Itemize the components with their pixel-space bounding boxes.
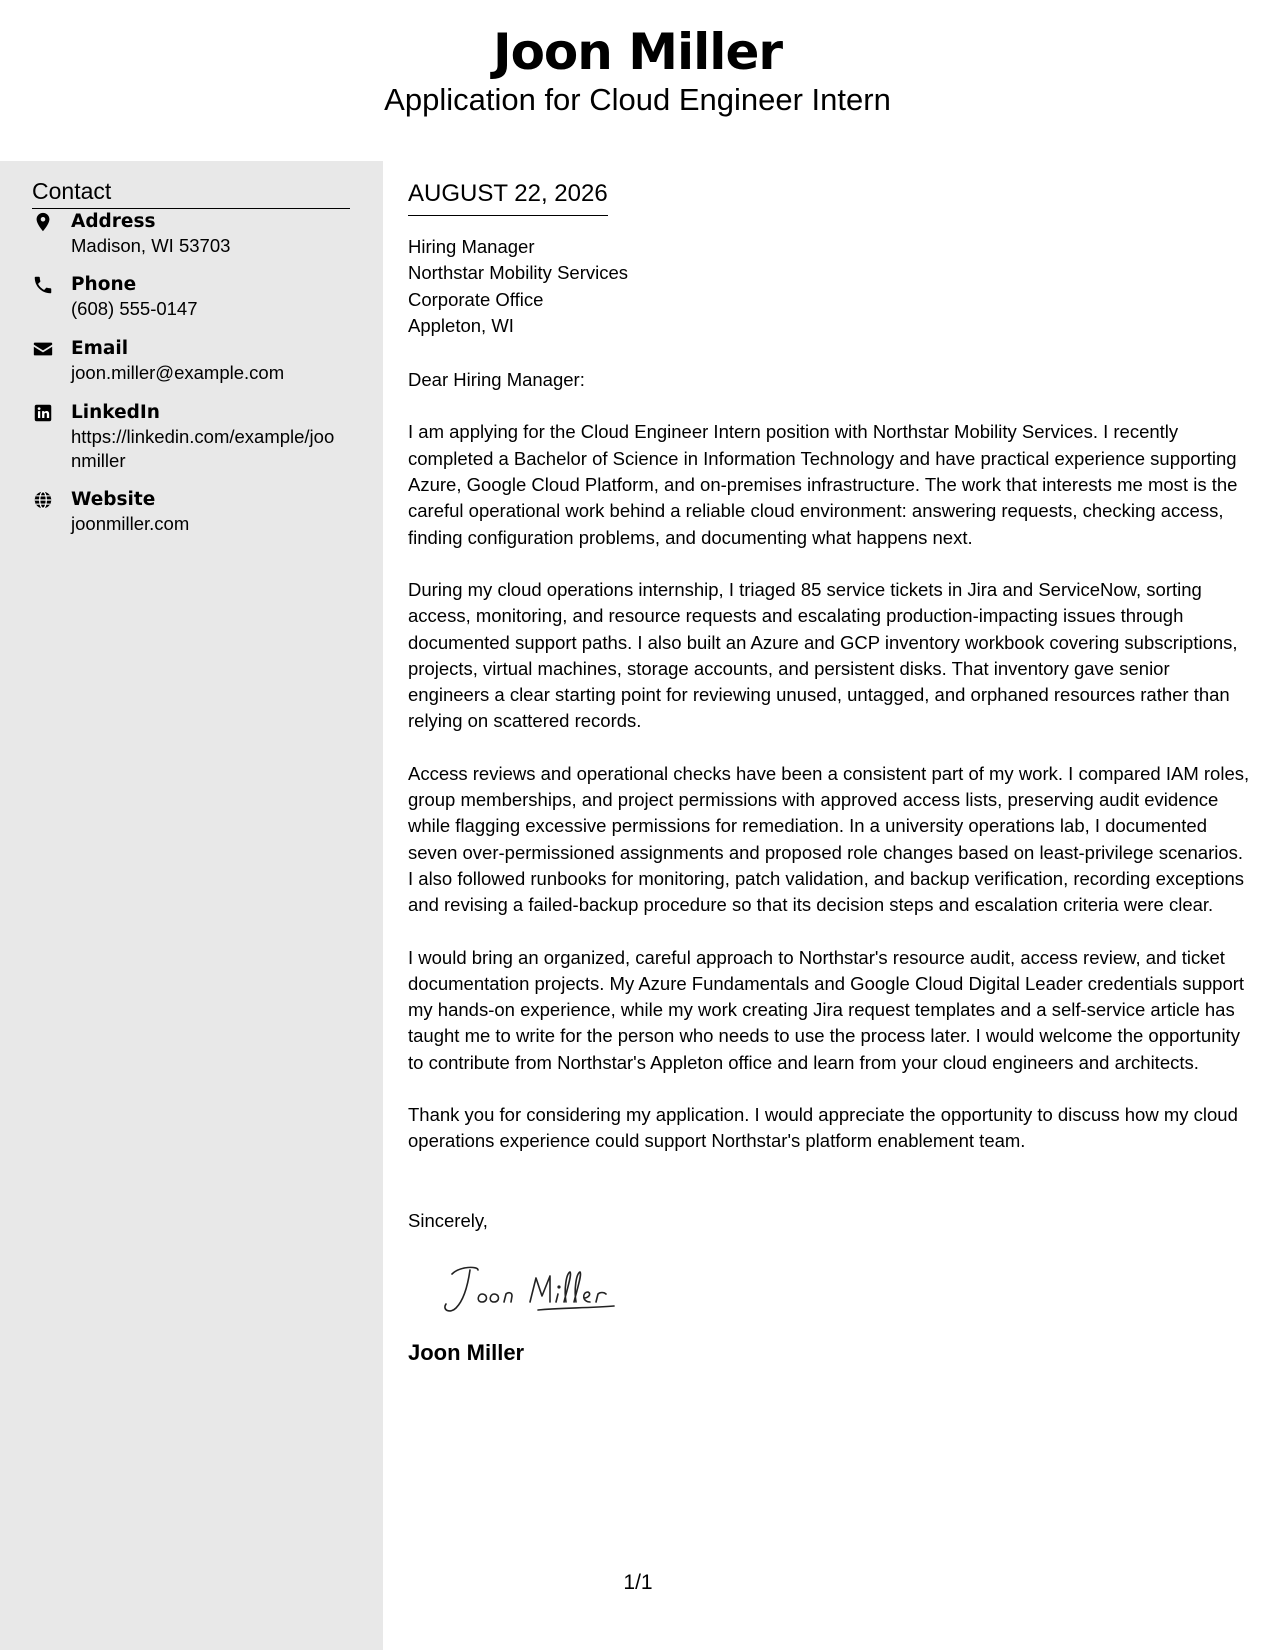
globe-icon — [32, 489, 54, 511]
body-paragraph: During my cloud operations internship, I triaged 85 service tickets in Jira and ServiceNow, sorting access, monitoring, and resource requests and escalating production-impacting issues through documented support paths. I also built an Azure and GCP inventory workbook covering subscriptions, projects, virtual machines, storage accounts, and persistent disks. That inventory gave senior engineers a clear starting point for reviewing unused, untagged, and orphaned resources rather than relying on scattered records. — [408, 578, 1238, 732]
contact-label: Email — [71, 338, 129, 359]
envelope-icon — [32, 338, 54, 360]
body-paragraph: I am applying for the Cloud Engineer Intern position with Northstar Mobility Services. I recently completed a Bachelor of Science in Information Technology and have practical experience supporting Azure, Google Cloud Platform, and on-premises infrastructure. The work that interests me most is the careful operational work behind a reliable cloud environment: answering requests, checking access, finding configuration problems, and documenting what happens next. — [408, 421, 1238, 548]
contact-value: joon.miller@example.com — [71, 362, 285, 383]
page-number: 1/1 — [623, 1571, 653, 1594]
handwritten-signature — [438, 1256, 638, 1326]
contact-value: joonmiller.com — [71, 513, 190, 534]
contact-heading: Contact — [32, 176, 350, 209]
contact-label: Website — [71, 489, 156, 510]
applicant-name: Joon Miller — [492, 23, 783, 81]
application-title: Application for Cloud Engineer Intern — [384, 82, 891, 117]
contact-value: (608) 555-0147 — [71, 298, 198, 319]
contact-value: Madison, WI 53703 — [71, 235, 231, 256]
location-pin-icon — [32, 211, 54, 233]
letter-date: AUGUST 22, 2026 — [408, 179, 608, 216]
contact-label: Phone — [71, 274, 137, 295]
phone-icon — [32, 274, 54, 296]
salutation: Dear Hiring Manager: — [408, 369, 585, 391]
body-paragraph: I would bring an organized, careful approach to Northstar's resource audit, access review, and ticket documentation projects. My Azure Fundamentals and Google Cloud Digital Leader credentials support my hands-on experience, while my work creating Jira request templates and a self-service article has taught me to write for the person who needs to use the process later. I would welcome the opportunity to contribute from Northstar's Appleton office and learn from your cloud engineers and architects. — [408, 946, 1245, 1073]
letter-body — [408, 176, 1253, 1368]
recipient-line: Corporate Office — [408, 288, 544, 310]
contact-value: https://linkedin.com/example/joonmiller — [71, 426, 335, 471]
body-paragraph: Thank you for considering my application. I would appreciate the opportunity to discuss how my cloud operations experience could support Northstar's platform enablement team. — [408, 1104, 1238, 1152]
recipient-line: Appleton, WI — [408, 314, 514, 336]
recipient-line: Hiring Manager — [408, 236, 535, 257]
signer-name: Joon Miller — [408, 1339, 525, 1365]
body-paragraph: Access reviews and operational checks have been a consistent part of my work. I compared IAM roles, group memberships, and project permissions with approved access lists, preserving audit evidence while flagging excessive permissions for remediation. In a university operations lab, I documented seven over-permissioned assignments and proposed role changes based on least-privilege scenarios. I also followed runbooks for monitoring, patch validation, and backup verification, recording exceptions and revising a failed-backup procedure so that its decision steps and escalation criteria were clear. — [408, 762, 1250, 916]
linkedin-icon — [32, 402, 54, 424]
contact-label: LinkedIn — [71, 402, 160, 423]
recipient-block — [408, 234, 1253, 339]
recipient-line: Northstar Mobility Services — [408, 262, 629, 284]
contact-label: Address — [71, 211, 156, 232]
closing: Sincerely, — [408, 1209, 488, 1231]
